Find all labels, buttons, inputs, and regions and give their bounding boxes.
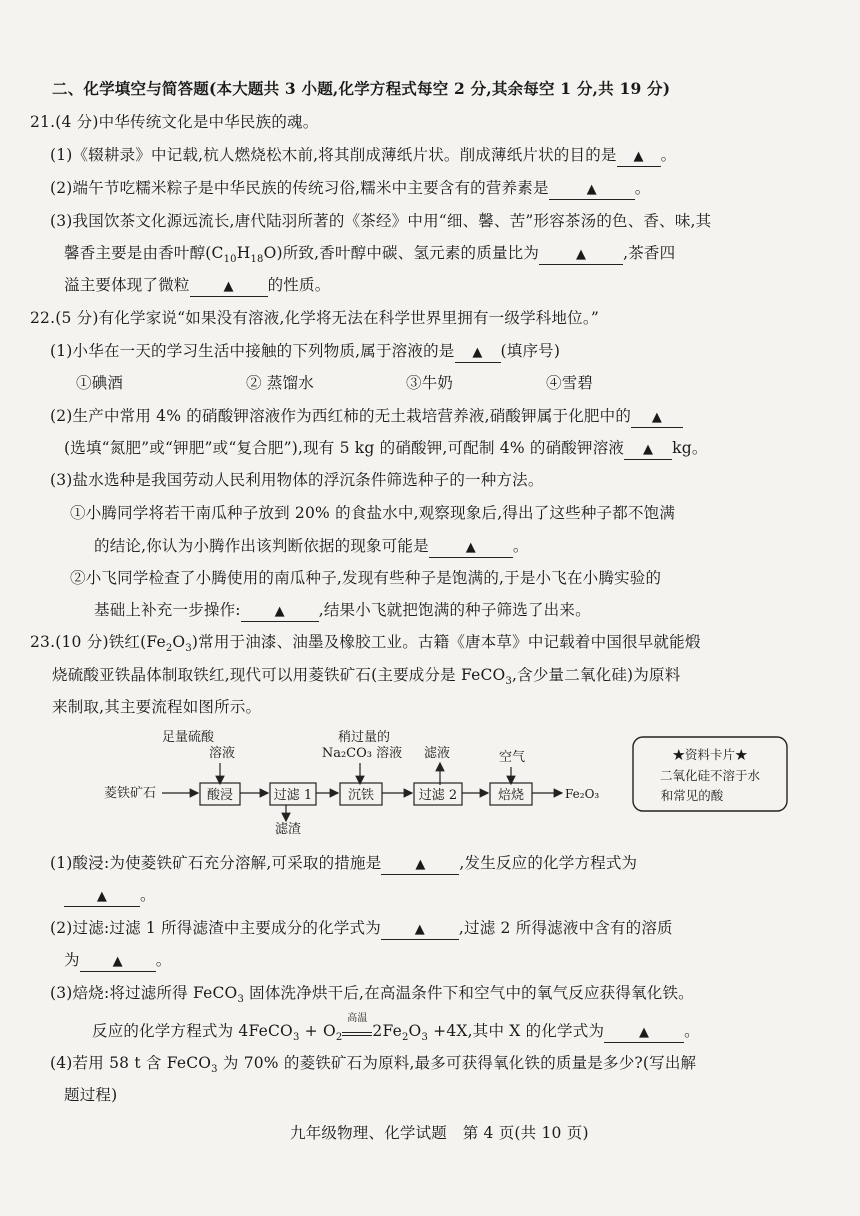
text: 。 [140, 886, 156, 904]
q21-stem: 21.(4 分)中华传统文化是中华民族的魂。 [30, 113, 319, 131]
text: 2Fe [372, 1022, 402, 1040]
text: )常用于油漆、油墨及橡胶工业。古籍《唐本草》中记载着中国很早就能煅 [191, 633, 701, 651]
text: O [172, 633, 186, 651]
subscript: 3 [292, 1032, 300, 1044]
q21-part3-line1: (3)我国饮茶文化源远流长,唐代陆羽所著的《茶经》中用“细、馨、苦”形容茶汤的色、香、味,其 [50, 212, 712, 230]
step-acid-leach: 酸浸 [206, 788, 234, 803]
answer-blank[interactable] [190, 278, 268, 297]
q23-part4-line2: 题过程) [64, 1086, 118, 1104]
q23-part3-equation [92, 1013, 700, 1044]
subscript: 2 [335, 1032, 343, 1044]
text: 溢主要体现了微粒 [64, 276, 190, 294]
answer-blank[interactable] [624, 441, 672, 460]
text: 为 [64, 951, 80, 969]
text: 的结论,你认为小腾作出该判断依据的现象可能是 [94, 537, 429, 555]
input-acid-line1: 足量硫酸 [161, 730, 215, 745]
text: 为 70% 的菱铁矿石为原料,最多可获得氧化铁的质量是多少?(写出解 [217, 1054, 697, 1072]
q21-part3-line2 [64, 242, 675, 265]
text: O)所致,香叶醇中碳、氢元素的质量比为 [263, 244, 540, 262]
subscript: 3 [237, 994, 245, 1006]
text: ,含少量二氧化硅)为原料 [512, 666, 681, 684]
q22-part3-line1: (3)盐水选种是我国劳动人民利用物体的浮沉条件筛选种子的一种方法。 [50, 471, 544, 489]
q23-part4-line1 [50, 1052, 696, 1074]
option-1[interactable]: ①碘酒 [76, 374, 124, 392]
answer-blank[interactable] [80, 953, 156, 972]
step-precipitate: 沉铁 [347, 788, 375, 803]
text: (2)过滤:过滤 1 所得滤渣中主要成分的化学式为 [50, 919, 381, 937]
subscript: 3 [211, 1064, 218, 1076]
text: ,发生反应的化学方程式为 [459, 854, 638, 872]
blank-marker: ▲ [575, 247, 587, 262]
subscript: 2 [165, 643, 173, 655]
flow-product: Fe₂O₃ [565, 787, 600, 801]
subscript: 18 [250, 254, 264, 266]
output-residue: 滤渣 [274, 822, 302, 837]
q21-part1-end: 。 [660, 146, 677, 164]
answer-blank[interactable] [631, 409, 683, 428]
q23-stem-line2 [52, 664, 680, 686]
input-na2co3-line1: 稍过量的 [337, 730, 391, 745]
answer-blank[interactable] [549, 181, 635, 200]
answer-blank[interactable] [455, 344, 501, 363]
subscript: 3 [505, 676, 513, 688]
q22-part3-s1-line2 [94, 535, 529, 558]
blank-marker: ▲ [586, 182, 597, 197]
q22-part3-s2-line2 [94, 599, 591, 622]
process-flow-diagram [100, 725, 800, 840]
q22-stem: 22.(5 分)有化学家说“如果没有溶液,化学将无法在科学世界里拥有一级学科地位。” [30, 309, 599, 327]
text: ,茶香四 [623, 244, 676, 262]
answer-blank[interactable] [539, 246, 623, 265]
subscript: 3 [421, 1032, 429, 1044]
blank-marker: ▲ [472, 345, 483, 360]
input-na2co3-line2: Na₂CO₃ 溶液 [321, 746, 403, 761]
option-3[interactable]: ③牛奶 [406, 374, 454, 392]
text: 23.(10 分)铁红(Fe [30, 633, 166, 651]
blank-marker: ▲ [415, 857, 426, 872]
text: + O [299, 1022, 336, 1040]
blank-marker: ▲ [96, 889, 108, 904]
text: 烧硫酸亚铁晶体制取铁红,现代可以用菱铁矿石(主要成分是 FeCO [52, 666, 506, 684]
blank-marker: ▲ [643, 442, 654, 457]
text: 反应的化学方程式为 4FeCO [92, 1022, 293, 1040]
info-card-line1: 二氧化硅不溶于水 [659, 768, 761, 783]
subscript: 2 [401, 1032, 409, 1044]
text: ,过滤 2 所得滤液中含有的溶质 [458, 919, 673, 937]
blank-marker: ▲ [633, 149, 644, 164]
input-acid-line2: 溶液 [208, 746, 236, 761]
text: 。 [512, 537, 529, 555]
q22-options [76, 372, 593, 394]
blank-marker: ▲ [651, 410, 663, 425]
text: ,结果小飞就把饱满的种子筛选了出来。 [318, 601, 591, 619]
text: (2)生产中常用 4% 的硝酸钾溶液作为西红柿的无土栽培营养液,硝酸钾属于化肥中的 [50, 407, 632, 425]
q22-part1 [50, 340, 560, 363]
subscript: 3 [185, 643, 192, 655]
q21-part1 [50, 144, 676, 167]
q23-part1-line1 [50, 852, 637, 875]
condition-label: 高温 [347, 1013, 368, 1024]
text: (1)酸浸:为使菱铁矿石充分溶解,可采取的措施是 [50, 854, 382, 872]
option-4[interactable]: ④雪碧 [546, 374, 594, 392]
q21-part2-end: 。 [634, 179, 651, 197]
text: (3)焙烧:将过滤所得 FeCO [50, 984, 238, 1002]
q21-part2-text: (2)端午节吃糯米粽子是中华民族的传统习俗,糯米中主要含有的营养素是 [50, 179, 549, 197]
text: +4X,其中 X 的化学式为 [428, 1022, 605, 1040]
q23-part3-line1 [50, 982, 694, 1004]
blank-marker: ▲ [112, 954, 123, 969]
answer-blank[interactable] [604, 1024, 684, 1043]
q22-part3-s1-line1: ①小腾同学将若干南瓜种子放到 20% 的食盐水中,观察现象后,得出了这些种子都不饱满 [70, 504, 676, 522]
reaction-condition [342, 1013, 372, 1036]
answer-blank[interactable] [617, 148, 661, 167]
flow-start: 菱铁矿石 [104, 786, 157, 801]
page-footer: 九年级物理、化学试题 第 4 页(共 10 页) [290, 1124, 589, 1142]
q21-part2 [50, 177, 650, 200]
text: 馨香主要是由香叶醇(C [64, 244, 224, 262]
blank-marker: ▲ [414, 922, 425, 937]
section-title: 二、化学填空与简答题(本大题共 3 小题,化学方程式每空 2 分,其余每空 1 分,共 19 分) [52, 79, 671, 98]
text: 。 [684, 1022, 700, 1040]
blank-marker: ▲ [465, 540, 476, 555]
info-card-line2: 和常见的酸 [660, 788, 724, 803]
text: (选填“氮肥”或“钾肥”或“复合肥”),现有 5 kg 的硝酸钾,可配制 4% 的硝酸钾溶液 [64, 439, 625, 457]
blank-marker: ▲ [639, 1025, 650, 1040]
answer-blank[interactable] [381, 856, 459, 875]
q21-part1-text: (1)《辍耕录》中记载,杭人燃烧松木前,将其削成薄纸片状。削成薄纸片状的目的是 [50, 146, 617, 164]
answer-blank[interactable] [381, 921, 459, 940]
input-air: 空气 [498, 750, 526, 765]
text: O [408, 1022, 422, 1040]
option-2[interactable]: ② 蒸馏水 [246, 374, 314, 392]
q22-part2-line1 [50, 405, 683, 428]
text: H [236, 244, 251, 262]
text: (填序号) [500, 342, 561, 360]
q23-part2-line2 [64, 949, 171, 972]
step-roast: 焙烧 [497, 788, 525, 803]
text: 的性质。 [267, 276, 331, 294]
subscript: 10 [223, 254, 237, 266]
answer-blank[interactable] [429, 539, 513, 558]
q22-part2-line2 [64, 437, 708, 460]
text: 固体洗净烘干后,在高温条件下和空气中的氧气反应获得氧化铁。 [244, 984, 694, 1002]
text: 基础上补充一步操作: [94, 601, 241, 619]
text: (1)小华在一天的学习生活中接触的下列物质,属于溶液的是 [50, 342, 455, 360]
q23-stem-line1 [30, 631, 701, 653]
text: (4)若用 58 t 含 FeCO [50, 1054, 212, 1072]
q23-part1-line2 [64, 884, 156, 907]
answer-blank[interactable] [241, 603, 319, 622]
info-card-title: ★资料卡片★ [672, 747, 748, 762]
text: 。 [155, 951, 172, 969]
answer-blank[interactable] [64, 888, 140, 907]
q21-part3-line3 [64, 274, 330, 297]
step-filter1: 过滤 1 [273, 788, 313, 803]
blank-marker: ▲ [223, 279, 234, 294]
output-filtrate: 滤液 [423, 746, 451, 761]
q22-part3-s2-line1: ②小飞同学检查了小腾使用的南瓜种子,发现有些种子是饱满的,于是小飞在小腾实验的 [70, 569, 662, 587]
q23-part2-line1 [50, 917, 673, 940]
text: kg。 [672, 439, 708, 457]
double-line [342, 1032, 372, 1036]
q23-stem-line3: 来制取,其主要流程如图所示。 [52, 698, 262, 716]
blank-marker: ▲ [274, 604, 285, 619]
step-filter2: 过滤 2 [418, 788, 458, 803]
